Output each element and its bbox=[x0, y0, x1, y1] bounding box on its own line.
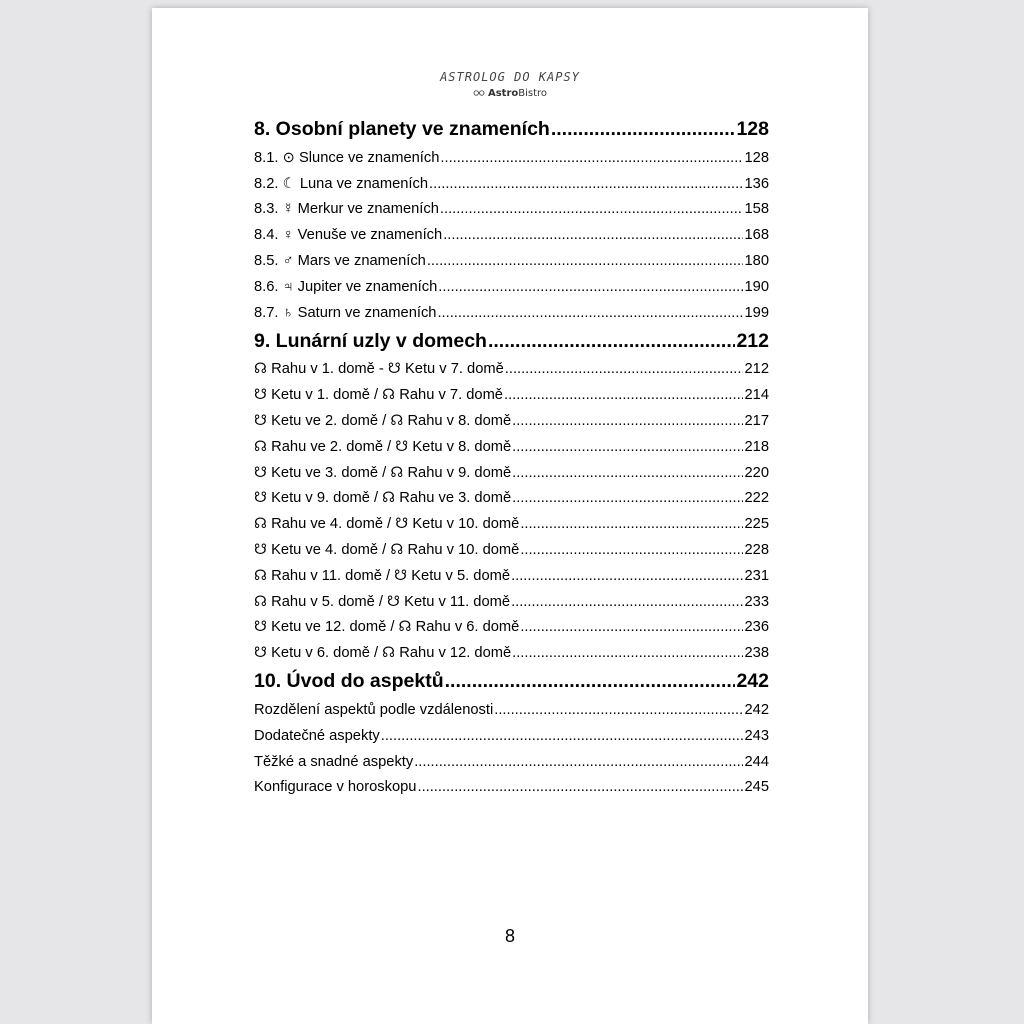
dot-leader bbox=[512, 645, 743, 661]
toc-entry-row[interactable] bbox=[254, 432, 769, 458]
toc-entry-title: 8.1. ⊙ Slunce ve znameních bbox=[254, 149, 440, 166]
toc-entry-row[interactable] bbox=[254, 220, 769, 246]
toc-entry-row[interactable] bbox=[254, 535, 769, 561]
toc-page-number: 242 bbox=[736, 670, 769, 693]
brand-logo bbox=[473, 88, 547, 99]
toc-entry-title: ☋ Ketu ve 4. domě / ☊ Rahu v 10. domě bbox=[254, 541, 520, 558]
toc-entry-title: 8.7. ♄ Saturn ve znameních bbox=[254, 304, 437, 321]
dot-leader bbox=[494, 702, 743, 718]
series-title: ASTROLOG DO KAPSY bbox=[440, 70, 580, 84]
page-header bbox=[152, 70, 868, 102]
toc-entry-row[interactable] bbox=[254, 721, 769, 747]
toc-entry-row[interactable] bbox=[254, 143, 769, 169]
dot-leader bbox=[511, 568, 743, 584]
toc-chapter-row[interactable] bbox=[254, 112, 769, 143]
dot-leader bbox=[512, 413, 743, 429]
toc-page-number: 128 bbox=[736, 118, 769, 140]
toc-entry-title: ☋ Ketu ve 2. domě / ☊ Rahu v 8. domě bbox=[254, 412, 512, 429]
toc-entry-row[interactable] bbox=[254, 355, 769, 381]
toc-entry-row[interactable] bbox=[254, 587, 769, 613]
toc-page-number: 158 bbox=[744, 201, 769, 218]
dot-leader bbox=[437, 305, 743, 321]
toc-page-number: 228 bbox=[744, 541, 769, 558]
toc-entry-row[interactable] bbox=[254, 638, 769, 664]
toc-entry-row[interactable] bbox=[254, 773, 769, 799]
toc-chapter-title: 10. Úvod do aspektů bbox=[254, 670, 444, 693]
dot-leader bbox=[440, 201, 744, 217]
dot-leader bbox=[438, 279, 743, 295]
dot-leader bbox=[512, 490, 743, 506]
toc-entry-row[interactable] bbox=[254, 561, 769, 587]
toc-entry-title: Těžké a snadné aspekty bbox=[254, 753, 414, 770]
toc-entry-title: Dodatečné aspekty bbox=[254, 727, 380, 744]
toc-page-number: 214 bbox=[744, 387, 769, 404]
dot-leader bbox=[511, 594, 743, 610]
dot-leader bbox=[520, 516, 743, 532]
toc-entry-title: ☋ Ketu ve 3. domě / ☊ Rahu v 9. domě bbox=[254, 464, 512, 481]
toc-page-number: 242 bbox=[744, 701, 769, 718]
dot-leader bbox=[551, 118, 736, 141]
toc-page-number: 231 bbox=[744, 567, 769, 584]
toc-entry-row[interactable] bbox=[254, 246, 769, 272]
toc-entry-title: ☋ Ketu v 9. domě / ☊ Rahu ve 3. domě bbox=[254, 490, 512, 507]
toc-page-number: 245 bbox=[744, 779, 769, 796]
toc-chapter-title: 9. Lunární uzly v domech bbox=[254, 329, 487, 352]
toc-entry-title: 8.2. ☾ Luna ve znameních bbox=[254, 175, 429, 192]
toc-entry-title: ☊ Rahu ve 4. domě / ☋ Ketu v 10. domě bbox=[254, 516, 520, 533]
page-number: 8 bbox=[504, 926, 515, 946]
toc-chapter-row[interactable] bbox=[254, 664, 769, 695]
dot-leader bbox=[512, 465, 743, 481]
dot-leader bbox=[445, 670, 736, 693]
dot-leader bbox=[520, 542, 743, 558]
dot-leader bbox=[488, 330, 735, 353]
toc-page-number: 225 bbox=[744, 516, 769, 533]
toc-entry-title: ☊ Rahu v 1. domě - ☋ Ketu v 7. domě bbox=[254, 361, 504, 378]
toc-page-number: 199 bbox=[744, 304, 769, 321]
toc-page-number: 128 bbox=[744, 149, 769, 166]
toc-entry-row[interactable] bbox=[254, 169, 769, 195]
brand-name-part1: Astro bbox=[487, 87, 519, 99]
dot-leader bbox=[443, 227, 743, 243]
toc-chapter-title: 8. Osobní planety ve znameních bbox=[254, 118, 550, 140]
toc-entry-title: 8.5. ♂ Mars ve znameních bbox=[254, 252, 426, 269]
toc-page-number: 190 bbox=[744, 278, 769, 295]
toc-entry-row[interactable] bbox=[254, 195, 769, 221]
toc-entry-title: ☊ Rahu v 11. domě / ☋ Ketu v 5. domě bbox=[254, 567, 511, 584]
toc-entry-title: Konfigurace v horoskopu bbox=[254, 779, 417, 796]
toc-page-number: 217 bbox=[744, 412, 769, 429]
toc-chapter-row[interactable] bbox=[254, 324, 769, 355]
dot-leader bbox=[429, 176, 743, 192]
toc-page-number: 244 bbox=[744, 753, 769, 770]
dot-leader bbox=[381, 728, 744, 744]
dot-leader bbox=[504, 387, 744, 403]
toc-entry-row[interactable] bbox=[254, 509, 769, 535]
table-of-contents bbox=[254, 112, 769, 798]
toc-entry-title: ☊ Rahu ve 2. domě / ☋ Ketu v 8. domě bbox=[254, 438, 512, 455]
dot-leader bbox=[417, 779, 743, 795]
toc-entry-title: 8.6. ♃ Jupiter ve znameních bbox=[254, 278, 438, 295]
toc-entry-title: ☋ Ketu v 6. domě / ☊ Rahu v 12. domě bbox=[254, 645, 512, 662]
toc-page-number: 238 bbox=[744, 645, 769, 662]
toc-entry-title: Rozdělení aspektů podle vzdálenosti bbox=[254, 701, 494, 718]
toc-entry-row[interactable] bbox=[254, 380, 769, 406]
toc-page-number: 243 bbox=[744, 727, 769, 744]
dot-leader bbox=[512, 439, 743, 455]
dot-leader bbox=[414, 754, 743, 770]
toc-page-number: 218 bbox=[744, 438, 769, 455]
toc-entry-title: ☊ Rahu v 5. domě / ☋ Ketu v 11. domě bbox=[254, 593, 511, 610]
toc-entry-title: 8.3. ☿ Merkur ve znameních bbox=[254, 201, 439, 218]
toc-page-number: 168 bbox=[744, 227, 769, 244]
toc-page-number: 222 bbox=[744, 490, 769, 507]
toc-entry-row[interactable] bbox=[254, 272, 769, 298]
toc-entry-row[interactable] bbox=[254, 406, 769, 432]
toc-entry-row[interactable] bbox=[254, 747, 769, 773]
toc-entry-row[interactable] bbox=[254, 298, 769, 324]
document-page bbox=[152, 8, 868, 1024]
infinity-logo-icon bbox=[473, 89, 485, 97]
toc-page-number: 212 bbox=[744, 361, 769, 378]
toc-page-number: 212 bbox=[736, 329, 769, 352]
toc-entry-title: ☋ Ketu ve 12. domě / ☊ Rahu v 6. domě bbox=[254, 619, 520, 636]
toc-entry-row[interactable] bbox=[254, 484, 769, 510]
toc-page-number: 236 bbox=[744, 619, 769, 636]
dot-leader bbox=[520, 619, 743, 635]
toc-page-number: 136 bbox=[744, 175, 769, 192]
dot-leader bbox=[440, 150, 743, 166]
dot-leader bbox=[505, 361, 744, 377]
toc-entry-row[interactable] bbox=[254, 613, 769, 639]
brand-name-part2: Bistro bbox=[518, 87, 548, 99]
toc-page-number: 233 bbox=[744, 593, 769, 610]
toc-page-number: 220 bbox=[744, 464, 769, 481]
toc-page-number: 180 bbox=[744, 252, 769, 269]
toc-entry-row[interactable] bbox=[254, 695, 769, 721]
toc-entry-title: 8.4. ♀ Venuše ve znameních bbox=[254, 227, 443, 244]
toc-entry-title: ☋ Ketu v 1. domě / ☊ Rahu v 7. domě bbox=[254, 387, 503, 404]
toc-entry-row[interactable] bbox=[254, 458, 769, 484]
dot-leader bbox=[427, 253, 744, 269]
